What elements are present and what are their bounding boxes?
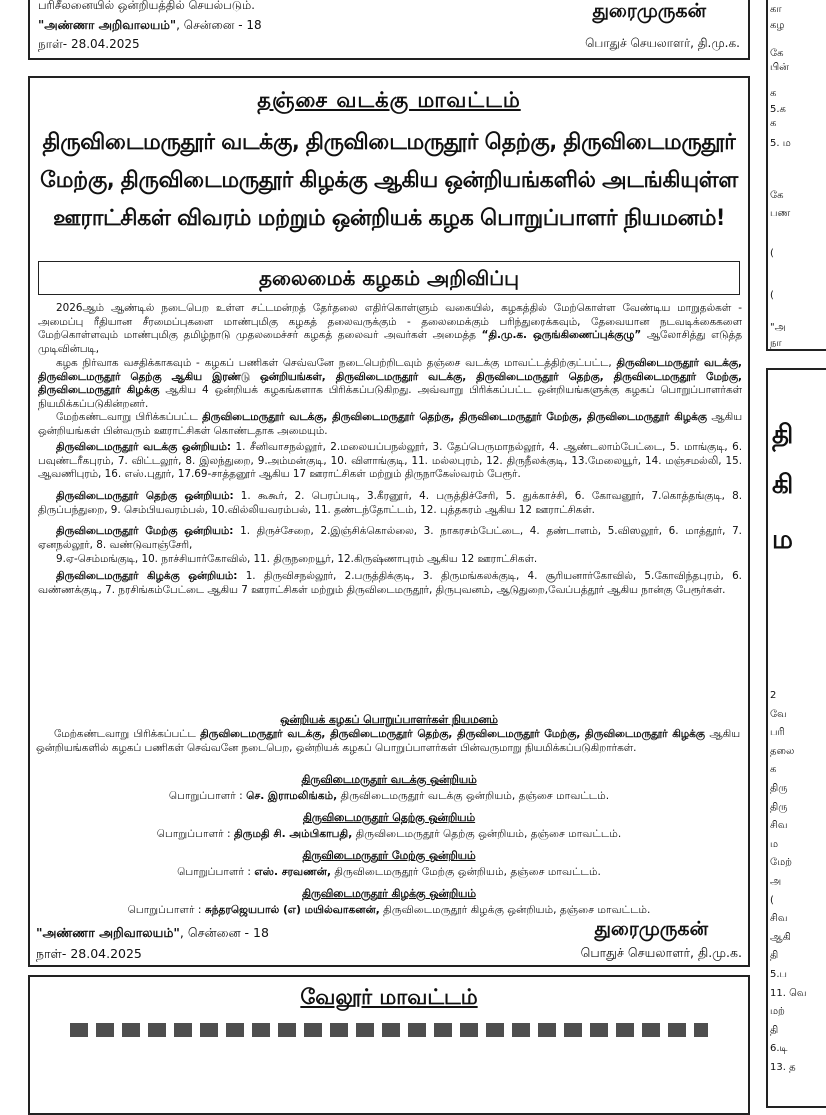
issue-date: நாள்- 28.04.2025 xyxy=(38,37,140,51)
paragraph-appointment: மேற்கண்டவாறு பிரிக்கப்பட்ட திருவிடைமருதூர் வடக்கு, திருவிடைமருதூர் தெற்கு, திருவிடைமருதூர் மேற்கு, திருவிடைமருதூர் கிழக்கு ஆகிய ஒன்றியங்களில் கழகப் பணிகள் செவ்வனே நடைபெற, ஒன்றியக் கழகப் பொறுப்பாளர்கள் பின்வருமாறு நியமிக்கப்படுகிறார்கள். xyxy=(36,728,740,754)
fragment-line: 5.ப xyxy=(770,969,787,980)
fragment-line: 5.க xyxy=(770,104,786,115)
fragment-line: க xyxy=(770,118,777,129)
cut-text-line: பரிசீலனையில் ஒன்றியத்தில் செயல்படும். xyxy=(38,0,255,12)
signatory-title: பொதுச் செயலாளர், தி.மு.க. xyxy=(585,36,740,50)
fragment-headline-glyph: கி xyxy=(772,470,794,500)
paragraph-division: கழக நிர்வாக வசதிக்காகவும் - கழகப் பணிகள் செவ்வனே நடைபெற்றிடவும் தஞ்சை வடக்கு மாவட்டத்திற்குட்பட்ட, திருவிடைமருதூர் வடக்கு, திருவிடைமருதூர் தெற்கு ஆகிய இரண்டு ஒன்றியங்கள், திருவிடைமருதூர் வடக்கு, திருவிடைமருதூர் தெற்கு, திருவிடைமருதூர் மேற்கு, திருவிடைமருதூர் கிழக்கு ஆகிய 4 ஒன்றியக் கழகங்களாக பிரிக்கப்படுகிறது. அவ்வாறு பிரிக்கப்பட்ட ஒன்றியங்களுக்கு கழகப் பொறுப்பாளர்கள் நியமிக்கப்படுகின்றனர். xyxy=(38,357,742,410)
paragraph-panchayats-intro: மேற்கண்டவாறு பிரிக்கப்பட்ட திருவிடைமருதூர் வடக்கு, திருவிடைமருதூர் தெற்கு, திருவிடைமருதூர் மேற்கு, திருவிடைமருதூர் கிழக்கு ஆகிய ஒன்றியங்கள் பின்வரும் ஊராட்சிகள் கொண்டதாக அமையும். xyxy=(38,411,742,437)
fragment-line: கே xyxy=(770,48,784,59)
headline-line-2: மேற்கு, திருவிடைமருதூர் கிழக்கு ஆகிய ஒன்றியங்களில் அடங்கியுள்ள xyxy=(40,168,738,193)
responsible-north: பொறுப்பாளர் : செ. இராமலிங்கம், திருவிடைமருதூர் வடக்கு ஒன்றியம், தஞ்சை மாவட்டம். xyxy=(168,790,610,802)
fragment-line: சிவ xyxy=(770,820,788,832)
fragment-line: 11. வெ xyxy=(770,987,807,999)
headline-line-1: திருவிடைமருதூர் வடக்கு, திருவிடைமருதூர் தெற்கு, திருவிடைமருதூர் xyxy=(42,130,736,155)
east-union-list: திருவிடைமருதூர் கிழக்கு ஒன்றியம்: 1. திருவிசநல்லூர், 2.பருத்திக்குடி, 3. திருமங்கலக்குடி, 4. சூரியனார்கோவில், 5.கோவிந்தபுரம், 6. வண்ணக்குடி, 7. நரசிங்கம்பேட்டை ஆகிய 7 ஊராட்சிகள் மற்றும் திருவிடைமருதூர், திருபுவனம், ஆடுதுறை,வேப்பத்தூர் ஆகிய நான்கு பேரூர்கள். xyxy=(38,570,742,596)
fragment-line: "அ xyxy=(770,322,786,333)
appointment-heading: ஒன்றியக் கழகப் பொறுப்பாளர்கள் நியமனம் xyxy=(280,713,498,726)
fragment-line: ( xyxy=(770,894,774,906)
fragment-line: தலை xyxy=(770,745,795,757)
fragment-line: மேற் xyxy=(770,857,792,869)
next-notice xyxy=(28,975,750,1115)
union-heading-east: திருவிடைமருதூர் கிழக்கு ஒன்றியம் xyxy=(302,887,476,900)
west-union-list: திருவிடைமருதூர் மேற்கு ஒன்றியம்: 1. திருச்சேறை, 2.இஞ்சிக்கொல்லை, 3. நாகரசம்பேட்டை, 4. தண்டாளம், 5.விஸலூர், 6. மாத்தூர், 7. ஏனநல்லூர், 8. வண்டுவாஞ்சேரி, xyxy=(38,525,742,551)
cut-off-headline xyxy=(70,1023,708,1037)
signatory-title-main: பொதுச் செயலாளர், தி.மு.க. xyxy=(580,945,742,960)
fragment-line: 13. த xyxy=(770,1062,796,1073)
fragment-line: பண xyxy=(770,208,791,219)
announcement-title: தலைமைக் கழகம் அறிவிப்பு xyxy=(38,261,740,295)
fragment-line: கழ xyxy=(770,20,785,31)
fragment-line: க xyxy=(770,88,777,99)
fragment-line: தி xyxy=(770,1024,779,1036)
adjacent-column-fragment xyxy=(760,0,807,1094)
next-district-heading: வேலூர் மாவட்டம் xyxy=(300,985,478,1009)
west-union-list-cont: 9.ஏ-செம்மங்குடி, 10. நாச்சியார்கோவில், 11. திருநறையூர், 12.கிருஷ்ணாபுரம் ஆகிய 12 ஊராட்சிகள். xyxy=(56,553,538,565)
issue-date-main: நாள்- 28.04.2025 xyxy=(36,946,142,961)
fragment-line: க xyxy=(770,764,777,776)
responsible-south: பொறுப்பாளர் : திருமதி சி. அம்பிகாபதி, திருவிடைமருதூர் தெற்கு ஒன்றியம், தஞ்சை மாவட்டம். xyxy=(156,828,622,840)
signatory-name: துரைமுருகன் xyxy=(592,0,706,22)
fragment-line: ( xyxy=(770,248,774,259)
fragment-line: சிவ xyxy=(770,913,788,925)
fragment-line: கே xyxy=(770,190,784,201)
north-union-list: திருவிடைமருதூர் வடக்கு ஒன்றியம்: 1. சீனிவாசநல்லூர், 2.மலையப்பநல்லூர், 3. தேப்பெருமாநல்லூர், 4. ஆண்டலாம்பேட்டை, 5. மாங்குடி, 6. பவுண்டரீகபுரம், 7. விட்டலூர், 8. இலந்துறை, 9.அம்மன்குடி, 10. விளாங்குடி, 11. மல்லபுரம், 12. திருநீலக்குடி, 13.மேலையூர், 14. மஞ்சமல்லி, 15. ஆவணிபுரம், 16. எஸ்.புதூர், 17.69-சாத்தனூர் ஆகிய 17 ஊராட்சிகள் மற்றும் திருநாகேஸ்வரம் பேரூர். xyxy=(38,441,742,480)
south-union-list: திருவிடைமருதூர் தெற்கு ஒன்றியம்: 1. கூகூர், 2. பெரப்படி, 3.கீரனூர், 4. பருத்திச்சேரி, 5. துக்காச்சி, 6. கோவனூர், 7.கொத்தங்குடி, 8. திருப்பந்துறை, 9. செம்பியவரம்பல், 10.வில்லியவரம்பல், 11. தண்டந்தோட்டம், 12. புத்தகரம் ஆகிய 12 ஊராட்சிகள். xyxy=(38,490,742,516)
fragment-line: ம xyxy=(770,838,779,850)
union-heading-west: திருவிடைமருதூர் மேற்கு ஒன்றியம் xyxy=(302,849,476,862)
fragment-line: திரு xyxy=(770,783,788,794)
union-heading-north: திருவிடைமருதூர் வடக்கு ஒன்றியம் xyxy=(301,773,477,786)
fragment-line: அ xyxy=(770,876,782,887)
issue-place-main: "அண்ணா அறிவாலயம்", சென்னை - 18 xyxy=(36,925,269,940)
fragment-headline-glyph: தி xyxy=(772,420,794,450)
fragment-line: திரு xyxy=(770,801,788,813)
responsible-west: பொறுப்பாளர் : எஸ். சரவணன், திருவிடைமருதூர் மேற்கு ஒன்றியம், தஞ்சை மாவட்டம். xyxy=(177,866,601,878)
fragment-line: வே xyxy=(770,708,787,720)
fragment-line: 5. ம xyxy=(770,138,791,149)
previous-notice-tail xyxy=(28,0,750,60)
signatory-name-main: துரைமுருகன் xyxy=(594,918,708,940)
fragment-headline-glyph: ம xyxy=(772,525,793,555)
fragment-line: ( xyxy=(770,290,774,301)
fragment-line: நா xyxy=(770,338,782,349)
fragment-line: பரி xyxy=(770,727,785,739)
fragment-line: 2 xyxy=(770,690,777,701)
issue-place: "அண்ணா அறிவாலயம்", சென்னை - 18 xyxy=(38,18,262,32)
headline-line-3: ஊராட்சிகள் விவரம் மற்றும் ஒன்றியக் கழக பொறுப்பாளர் நியமனம்! xyxy=(53,206,725,231)
fragment-line: தி xyxy=(770,950,779,962)
fragment-line: பின் xyxy=(770,62,789,73)
responsible-east: பொறுப்பாளர் : சுந்தரஜெயபால் (எ) மயில்வாகனன், திருவிடைமருதூர் கிழக்கு ஒன்றியம், தஞ்சை மாவட்டம். xyxy=(127,904,651,916)
paragraph-intro: 2026ஆம் ஆண்டில் நடைபெற உள்ள சட்டமன்றத் தேர்தலை எதிர்கொள்ளும் வகையில், கழகத்தில் மேற்கொள்ள வேண்டிய மாறுதல்கள் - அமைப்பு ரீதியான சீரமைப்புகளை மாண்புமிகு கழகத் தலைவருக்கும் - தலைமைக்கும் பரிந்துரைக்கவும், தேவையான நடவடிக்கைகளை மேற்கொள்ளவும் மாண்புமிகு தமிழ்நாடு முதலமைச்சர் கழகத் தலைவர் அவர்கள் அமைத்த “தி.மு.க. ஒருங்கிணைப்புக்குழு” ஆலோசித்து எடுத்த முடிவின்படி, xyxy=(38,302,742,355)
district-heading: தஞ்சை வடக்கு மாவட்டம் xyxy=(257,88,521,112)
union-heading-south: திருவிடைமருதூர் தெற்கு ஒன்றியம் xyxy=(302,811,476,824)
fragment-line: ஆகி xyxy=(770,931,791,943)
fragment-line: 6.டி xyxy=(770,1043,788,1055)
fragment-line: மற் xyxy=(770,1006,785,1018)
fragment-line: கா xyxy=(770,4,782,15)
